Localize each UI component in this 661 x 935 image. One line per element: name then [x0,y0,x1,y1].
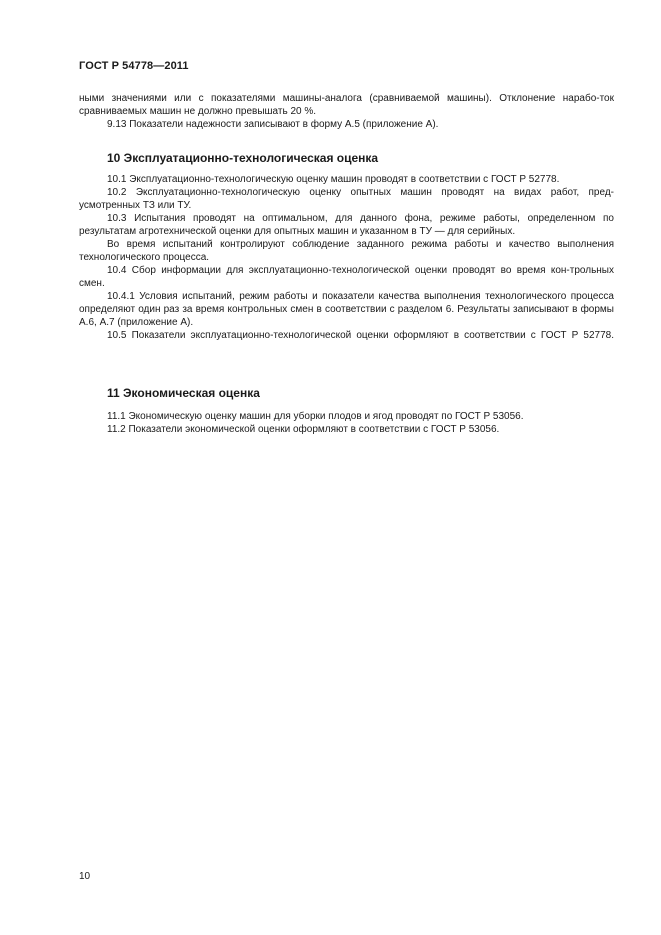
paragraph: 10.4.1 Условия испытаний, режим работы и показатели качества выполнения технологического процесса определяют один раз за время контрольных смен в соответствии с разделом 6. Результаты записывают в формы А.6, А.7 (приложение А). [79,291,614,328]
paragraph: 10.4 Сбор информации для эксплуатационно-технологической оценки проводят во время кон-трольных смен. [79,265,614,289]
section-10-body [79,173,614,342]
paragraph: 9.13 Показатели надежности записывают в форму А.5 (приложение А). [107,119,439,130]
paragraph: Во время испытаний контролируют соблюдение заданного режима работы и качество выполнения технологического процесса. [79,239,614,263]
paragraph: ными значениями или с показателями машины-аналога (сравниваемой машины). Отклонение нарабо-ток сравниваемых машин не должно превышать 20 %. [79,93,614,117]
page-number: 10 [79,871,91,882]
paragraph: 10.5 Показатели эксплуатационно-технологической оценки оформляют в соответствии с ГОСТ Р 52778. [107,330,614,341]
paragraph: 10.3 Испытания проводят на оптимальном, для данного фона, режиме работы, определенном по результатам агротехнической оценки для опытных машин и указанном в ТУ — для серийных. [79,213,614,237]
section-heading-11: 11 Экономическая оценка [107,386,260,400]
paragraph: 10.2 Эксплуатационно-технологическую оценку опытных машин проводят на видах работ, пред-усмотренных ТЗ или ТУ. [79,187,614,211]
section-11-body [79,410,614,436]
continued-text-block [79,92,614,131]
paragraph: 10.1 Эксплуатационно-технологическую оценку машин проводят в соответствии с ГОСТ Р 52778. [107,174,560,185]
paragraph: 11.1 Экономическую оценку машин для уборки плодов и ягод проводят по ГОСТ Р 53056. [107,411,524,422]
section-heading-10: 10 Эксплуатационно-технологическая оценка [107,151,379,165]
paragraph: 11.2 Показатели экономической оценки оформляют в соответствии с ГОСТ Р 53056. [107,424,500,435]
document-code: ГОСТ Р 54778—2011 [79,60,189,72]
